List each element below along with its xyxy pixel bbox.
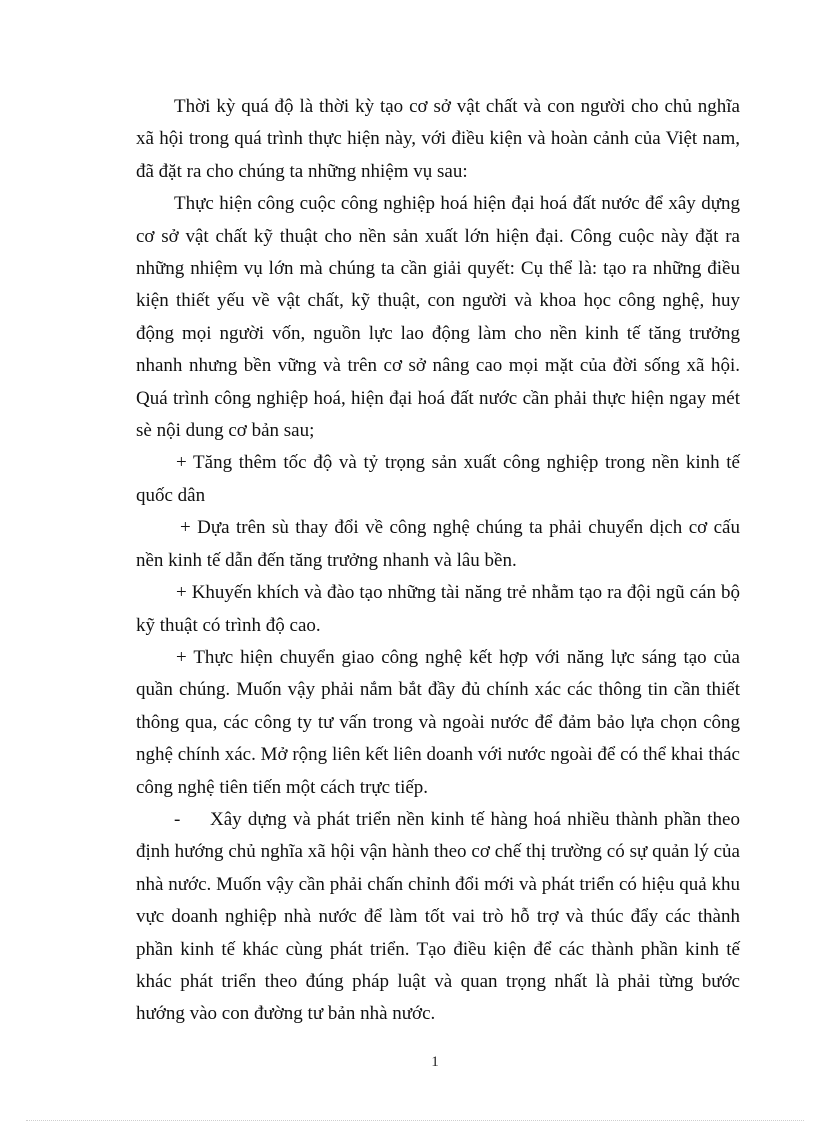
page-bottom-edge	[26, 1120, 804, 1121]
list-item-increase-speed: + Tăng thêm tốc độ và tỷ trọng sản xuất công nghiệp trong nền kinh tế quốc dân	[136, 452, 740, 506]
list-item-technology-transfer: + Thực hiện chuyển giao công nghệ kết hợp với năng lực sáng tạo của quần chúng. Muốn vậy phải nắm bắt đầy đủ chính xác các thông tin cần thiết thông qua, các công ty tư vấn trong và ngoài nước để đảm bảo lựa chọn công nghệ chính xác. Mở rộng liên kết liên doanh với nước ngoài để có thể khai thác công nghệ tiên tiến một cách trực tiếp.	[136, 646, 740, 798]
dash-item-text: Xây dựng và phát triển nền kinh tế hàng hoá nhiều thành phần theo định hướng chủ nghĩa xã hội vận hành theo cơ chế thị trường có sự quản lý của nhà nước. Muốn vậy cần phải chấn chỉnh đổi mới và phát triển có hiệu quả khu vực doanh nghiệp nhà nước để làm tốt vai trò hỗ trợ và thúc đẩy các thành phần kinh tế khác cùng phát triển. Tạo điều kiện để các thành phần kinh tế khác phát triển theo đúng pháp luật và quan trọng nhất là phải từng bước hướng vào con đường tư bản nhà nước.	[136, 808, 740, 1025]
dash-marker: -	[174, 808, 181, 830]
list-item-technology-change: + Dựa trên sù thay đổi về công nghệ chúng ta phải chuyển dịch cơ cấu nền kinh tế dẫn đến tăng trưởng nhanh và lâu bền.	[136, 517, 740, 571]
paragraph-industrialization: Thực hiện công cuộc công nghiệp hoá hiện đại hoá đất nước để xây dựng cơ sở vật chất kỹ thuật cho nền sản xuất lớn hiện đại. Công cuộc này đặt ra những nhiệm vụ lớn mà chúng ta cần giải quyết: Cụ thể là: tạo ra những điều kiện thiết yếu về vật chất, kỹ thuật, con người và khoa học công nghệ, huy động mọi người vốn, nguồn lực lao động làm cho nền kinh tế tăng trưởng nhanh nhưng bền vững và trên cơ sở nâng cao mọi mặt của đời sống xã hội. Quá trình công nghiệp hoá, hiện đại hoá đất nước cần phải thực hiện ngay mét sè nội dung cơ bản sau;	[136, 193, 740, 442]
list-item-market-economy	[136, 804, 740, 1031]
document-body	[136, 91, 740, 1031]
page-number: 1	[431, 1054, 439, 1070]
list-item-young-talent: + Khuyến khích và đào tạo những tài năng trẻ nhằm tạo ra đội ngũ cán bộ kỹ thuật có trình độ cao.	[136, 582, 740, 636]
paragraph-intro: Thời kỳ quá độ là thời kỳ tạo cơ sở vật chất và con người cho chủ nghĩa xã hội trong quá trình thực hiện này, với điều kiện và hoàn cảnh của Việt nam, đã đặt ra cho chúng ta những nhiệm vụ sau:	[136, 96, 740, 182]
